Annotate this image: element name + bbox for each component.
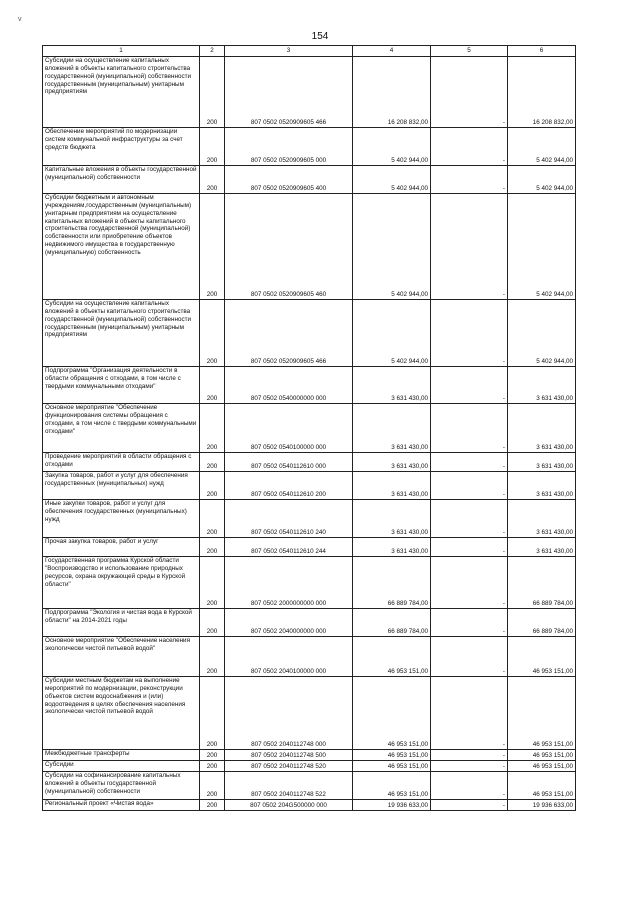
column-2-value: 200 [200,800,225,811]
column-6-amount: 3 631 430,00 [508,367,576,404]
column-4-amount: 3 631 430,00 [353,500,431,538]
column-5-value: - [431,404,508,453]
column-4-amount: 3 631 430,00 [353,538,431,557]
column-2-value: 200 [200,404,225,453]
item-name: Иные закупки товаров, работ и услуг для обеспечения государственных (муниципальных) нужд [43,500,200,538]
column-6-amount: 5 402 944,00 [508,166,576,194]
table-row [43,128,576,166]
column-2-value: 200 [200,453,225,472]
item-name: Государственная программа Курской области "Воспроизводство и использование природных ресурсов, охрана окружающей среды в Курской области" [43,557,200,609]
budget-code: 807 0502 2000000000 000 [225,557,353,609]
column-6-amount: 46 953 151,00 [508,761,576,772]
page-number: 154 [311,31,329,42]
column-4-amount: 46 953 151,00 [353,761,431,772]
column-5-value: - [431,194,508,300]
column-4-amount: 66 889 784,00 [353,557,431,609]
column-4-amount: 5 402 944,00 [353,166,431,194]
table-row [43,300,576,367]
column-4-amount: 46 953 151,00 [353,637,431,677]
column-6-amount: 16 208 832,00 [508,57,576,128]
column-2-value: 200 [200,57,225,128]
column-5-value: - [431,750,508,761]
column-2-value: 200 [200,472,225,500]
column-5-value: - [431,637,508,677]
column-6-amount: 3 631 430,00 [508,500,576,538]
table-row [43,538,576,557]
column-4-amount: 3 631 430,00 [353,367,431,404]
item-name: Региональный проект «Чистая вода» [43,800,200,811]
column-6-amount: 66 889 784,00 [508,557,576,609]
item-name: Проведение мероприятий в области обращения с отходами [43,453,200,472]
column-2-value: 200 [200,300,225,367]
table-row [43,367,576,404]
header-cell-2: 2 [200,46,225,57]
column-5-value: - [431,772,508,800]
budget-code: 807 0502 0540112610 240 [225,500,353,538]
table-row [43,761,576,772]
column-2-value: 200 [200,166,225,194]
budget-code: 807 0502 0520909605 000 [225,128,353,166]
budget-code: 807 0502 0540112610 200 [225,472,353,500]
table-row [43,557,576,609]
header-cell-4: 4 [353,46,431,57]
column-4-amount: 3 631 430,00 [353,453,431,472]
column-5-value: - [431,453,508,472]
column-5-value: - [431,166,508,194]
table-row [43,453,576,472]
column-2-value: 200 [200,609,225,637]
column-4-amount: 5 402 944,00 [353,194,431,300]
column-6-amount: 46 953 151,00 [508,637,576,677]
column-2-value: 200 [200,750,225,761]
header-cell-6: 6 [508,46,576,57]
item-name: Межбюджетные трансферты [43,750,200,761]
column-5-value: - [431,500,508,538]
column-4-amount: 66 889 784,00 [353,609,431,637]
column-2-value: 200 [200,677,225,750]
table-row [43,500,576,538]
header-cell-5: 5 [431,46,508,57]
budget-code: 807 0502 0520909605 400 [225,166,353,194]
column-5-value: - [431,472,508,500]
column-4-amount: 3 631 430,00 [353,472,431,500]
column-5-value: - [431,557,508,609]
column-5-value: - [431,128,508,166]
column-2-value: 200 [200,194,225,300]
item-name: Субсидии бюджетным и автономным учреждениям,государственным (муниципальным) унитарным предприятиям на осуществление капитальных вложений в объекты капитального строительства государственной (муниципальной) собственности или приобретение объектов недвижимого имущества в государственную (муниципальную) собственность [43,194,200,300]
item-name: Субсидии на осуществление капитальных вложений в объекты капитального строительства государственной (муниципальной) собственности государственным (муниципальным) унитарным предприятиям [43,57,200,128]
item-name: Субсидии местным бюджетам на выполнение мероприятий по модернизации, реконструкции объектов систем водоснабжения и (или) водоотведения в целях обеспечения населения экологически чистой питьевой водой [43,677,200,750]
budget-code: 807 0502 2040000000 000 [225,609,353,637]
column-4-amount: 46 953 151,00 [353,772,431,800]
column-6-amount: 3 631 430,00 [508,472,576,500]
column-6-amount: 3 631 430,00 [508,538,576,557]
column-6-amount: 5 402 944,00 [508,194,576,300]
column-4-amount: 5 402 944,00 [353,128,431,166]
column-4-amount: 46 953 151,00 [353,750,431,761]
header-cell-3: 3 [225,46,353,57]
item-name: Субсидии на софинансирование капитальных вложений в объекты государственной (муниципальной) собственности [43,772,200,800]
column-5-value: - [431,761,508,772]
table-row [43,57,576,128]
header-cell-1: 1 [43,46,200,57]
budget-code: 807 0502 0540100000 000 [225,404,353,453]
budget-code: 807 0502 2040112748 520 [225,761,353,772]
table-row [43,772,576,800]
item-name: Прочая закупка товаров, работ и услуг [43,538,200,557]
column-4-amount: 46 953 151,00 [353,677,431,750]
table-row [43,637,576,677]
item-name: Основное мероприятие "Обеспечение функционирования системы обращения с отходами, в том числе с твердыми коммунальными отходами" [43,404,200,453]
column-2-value: 200 [200,500,225,538]
budget-code: 807 0502 2040112748 500 [225,750,353,761]
column-2-value: 200 [200,637,225,677]
column-6-amount: 5 402 944,00 [508,300,576,367]
budget-code: 807 0502 0540000000 000 [225,367,353,404]
budget-code: 807 0502 0540112610 244 [225,538,353,557]
column-5-value: - [431,57,508,128]
budget-code: 807 0502 2040112748 522 [225,772,353,800]
column-5-value: - [431,800,508,811]
column-6-amount: 19 936 633,00 [508,800,576,811]
item-name: Основное мероприятие "Обеспечение населения экологически чистой питьевой водой" [43,637,200,677]
budget-code: 807 0502 2040100000 000 [225,637,353,677]
item-name: Субсидии [43,761,200,772]
column-6-amount: 46 953 151,00 [508,677,576,750]
budget-code: 807 0502 0520909605 460 [225,194,353,300]
item-name: Закупка товаров, работ и услуг для обеспечения государственных (муниципальных) нужд [43,472,200,500]
column-5-value: - [431,538,508,557]
column-6-amount: 5 402 944,00 [508,128,576,166]
column-6-amount: 66 889 784,00 [508,609,576,637]
table-row [43,194,576,300]
budget-code: 807 0502 0520909605 466 [225,300,353,367]
column-5-value: - [431,677,508,750]
item-name: Обеспечение мероприятий по модернизации систем коммунальной инфраструктуры за счет средств бюджета [43,128,200,166]
budget-code: 807 0502 0540112610 000 [225,453,353,472]
table-row [43,166,576,194]
column-5-value: - [431,367,508,404]
column-6-amount: 46 953 151,00 [508,750,576,761]
column-2-value: 200 [200,772,225,800]
column-6-amount: 3 631 430,00 [508,453,576,472]
budget-code: 807 0502 204G500000 000 [225,800,353,811]
column-6-amount: 3 631 430,00 [508,404,576,453]
table-row [43,677,576,750]
item-name: Подпрограмма "Экология и чистая вода в Курской области" на 2014-2021 годы [43,609,200,637]
column-4-amount: 16 208 832,00 [353,57,431,128]
column-2-value: 200 [200,367,225,404]
budget-code: 807 0502 0520909605 466 [225,57,353,128]
table-row [43,609,576,637]
budget-table [42,45,576,811]
table-row [43,472,576,500]
column-2-value: 200 [200,128,225,166]
table-row [43,750,576,761]
column-5-value: - [431,609,508,637]
column-5-value: - [431,300,508,367]
column-2-value: 200 [200,557,225,609]
table-row [43,800,576,811]
item-name: Подпрограмма "Организация деятельности в области обращения с отходами, в том числе с твердыми коммунальными отходами" [43,367,200,404]
item-name: Капитальные вложения в объекты государственной (муниципальной) собственности [43,166,200,194]
header-row [43,46,576,57]
item-name: Субсидии на осуществление капитальных вложений в объекты капитального строительства государственной (муниципальной) собственности государственным (муниципальным) унитарным предприятиям [43,300,200,367]
column-4-amount: 19 936 633,00 [353,800,431,811]
budget-code: 807 0502 2040112748 000 [225,677,353,750]
column-2-value: 200 [200,538,225,557]
column-4-amount: 5 402 944,00 [353,300,431,367]
corner-mark: v [18,16,22,23]
table-row [43,404,576,453]
column-6-amount: 46 953 151,00 [508,772,576,800]
column-4-amount: 3 631 430,00 [353,404,431,453]
column-2-value: 200 [200,761,225,772]
